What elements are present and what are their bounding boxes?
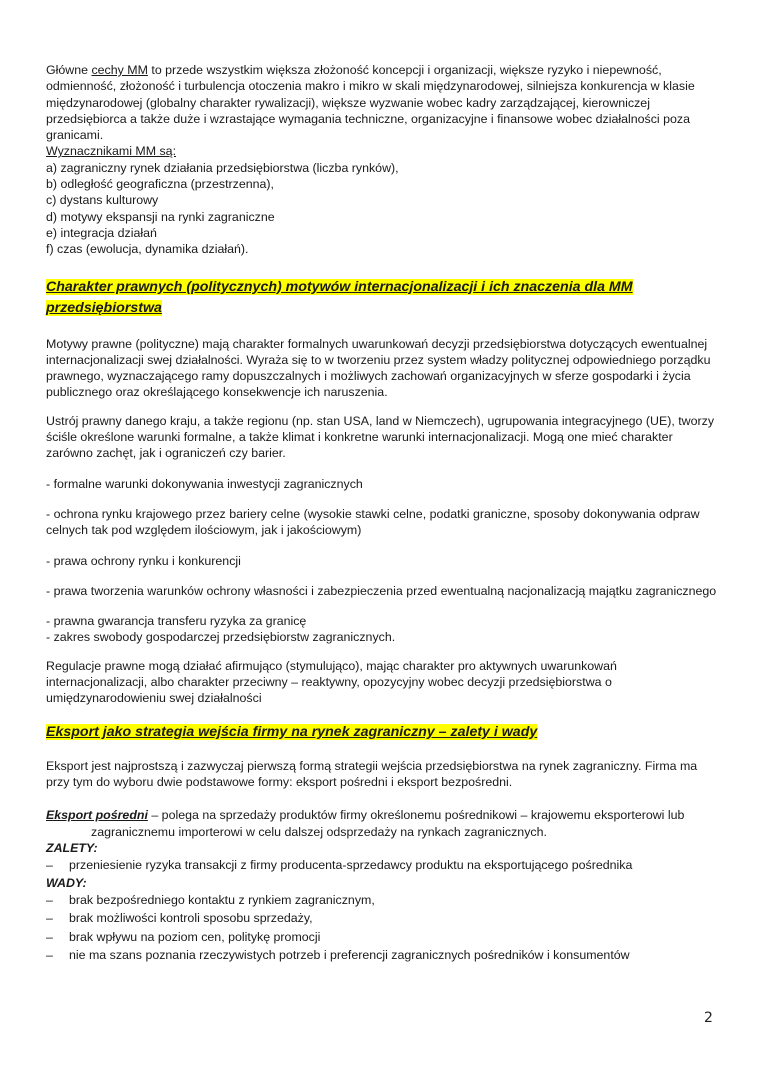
- legal-bullet: - prawa tworzenia warunków ochrony własności i zabezpieczenia przed ewentualną nacjonalizacją majątku zagranicznego: [46, 583, 717, 598]
- section-heading-export: Eksport jako strategia wejścia firmy na rynek zagraniczny – zalety i wady: [46, 723, 538, 740]
- determinant-item: e) integracja działań: [46, 225, 157, 240]
- section-heading-legal-motives: Charakter prawnych (politycznych) motywów internacjonalizacji i ich znaczenia dla MM przedsiębiorstwa: [46, 278, 633, 316]
- dash-marker: –: [46, 911, 53, 926]
- document-page: [46, 62, 718, 965]
- determinant-item: d) motywy ekspansji na rynki zagraniczne: [46, 209, 275, 224]
- term-cechy-mm: cechy MM: [91, 63, 148, 77]
- term-eksport-posredni: Eksport pośredni: [46, 808, 148, 823]
- legal-bullet: - ochrona rynku krajowego przez bariery celne (wysokie stawki celne, podatki graniczne, sposoby dokonywania odpraw celnych tak pod względem ilościowym, jak i jakościowym): [46, 506, 700, 538]
- cons-item: – brak możliwości kontroli sposobu sprzedaży,: [46, 909, 718, 928]
- legal-bullet: - formalne warunki dokonywania inwestycji zagranicznych: [46, 476, 363, 491]
- page-number: 2: [704, 1010, 713, 1026]
- pros-item: – przeniesienie ryzyka transakcji z firmy producenta-sprzedawcy produktu na eksportującego pośrednika: [46, 856, 718, 875]
- legal-paragraph-3: Regulacje prawne mogą działać afirmująco (stymulująco), mając charakter pro aktywnych uwarunkowań internacjonalizacji, albo charakter przeciwny – reaktywny, opozycyjny wobec decyzji przedsiębiorstwa o umiędzynarodowieniu swej działalności: [46, 658, 617, 706]
- cons-label: WADY:: [46, 875, 87, 890]
- cons-item: – nie ma szans poznania rzeczywistych potrzeb i preferencji zagranicznych pośredników i konsumentów: [46, 946, 718, 965]
- dash-marker: –: [46, 858, 53, 873]
- legal-paragraph-2: Ustrój prawny danego kraju, a także regionu (np. stan USA, land w Niemczech), ugrupowania integracyjnego (UE), tworzy ściśle określone warunki formalne, a także klimat i konkretne warunki internacjonalizacji. Mogą one mieć charakter zarówno zachęt, jak i ograniczeń czy barier.: [46, 413, 715, 461]
- legal-bullet: - prawna gwarancja transferu ryzyka za granicę: [46, 614, 307, 629]
- legal-paragraph-1: Motywy prawne (polityczne) mają charakter formalnych uwarunkowań decyzji przedsiębiorstwa dotyczących ewentualnej internacjonalizacji swej działalności. Wyraża się to w tworzeniu przez system władzy politycznej odpowiedniego porządku prawnego, wyznaczającego ramy dopuszczalnych i możliwych zachowań organizacyjnych w sferze gospodarki i życia publicznego oraz określającego konsekwencje ich naruszenia.: [46, 336, 711, 400]
- pros-label: ZALETY:: [46, 840, 98, 855]
- determinant-item: a) zagraniczny rynek działania przedsiębiorstwa (liczba rynków),: [46, 160, 399, 175]
- determinant-item: b) odległość geograficzna (przestrzenna),: [46, 177, 274, 192]
- indirect-export-definition: Eksport pośredni – polega na sprzedaży produktów firmy określonemu pośrednikowi – krajowemu eksporterowi lub zagranicznemu importerowi w celu dalszej odsprzedaży na rynkach zagranicznych.: [46, 808, 685, 839]
- legal-bullet: - zakres swobody gospodarczej przedsiębiorstw zagranicznych.: [46, 630, 396, 645]
- cons-item: – brak wpływu na poziom cen, politykę promocji: [46, 928, 718, 947]
- export-paragraph: Eksport jest najprostszą i zazwyczaj pierwszą formą strategii wejścia przedsiębiorstwa na rynek zagraniczny. Firma ma przy tym do wyboru dwie podstawowe formy: eksport pośredni i eksport bezpośredni.: [46, 758, 698, 789]
- cons-item: – brak bezpośredniego kontaktu z rynkiem zagranicznym,: [46, 891, 718, 910]
- determinant-item: f) czas (ewolucja, dynamika działań).: [46, 242, 249, 257]
- determinants-title: Wyznacznikami MM są:: [46, 144, 177, 159]
- intro-paragraph: Główne cechy MM to przede wszystkim większa złożoność koncepcji i organizacji, większe ryzyko i niepewność, odmienność, złożoność i turbulencja otoczenia makro i mikro w skali międzynarodowej, silniejsza konkurencja w klasie międzynarodowej (globalny charakter rywalizacji), większe wyzwanie wobec kadry zarządzającej, kierowniczej przedsiębiorca a także duże i wzrastające wymagania techniczne, organizacyjne i finansowe wobec działalności poza granicami.: [46, 63, 695, 143]
- dash-marker: –: [46, 892, 53, 907]
- determinant-item: c) dystans kulturowy: [46, 193, 159, 208]
- dash-marker: –: [46, 929, 53, 944]
- legal-bullet: - prawa ochrony rynku i konkurencji: [46, 553, 241, 568]
- dash-marker: –: [46, 948, 53, 963]
